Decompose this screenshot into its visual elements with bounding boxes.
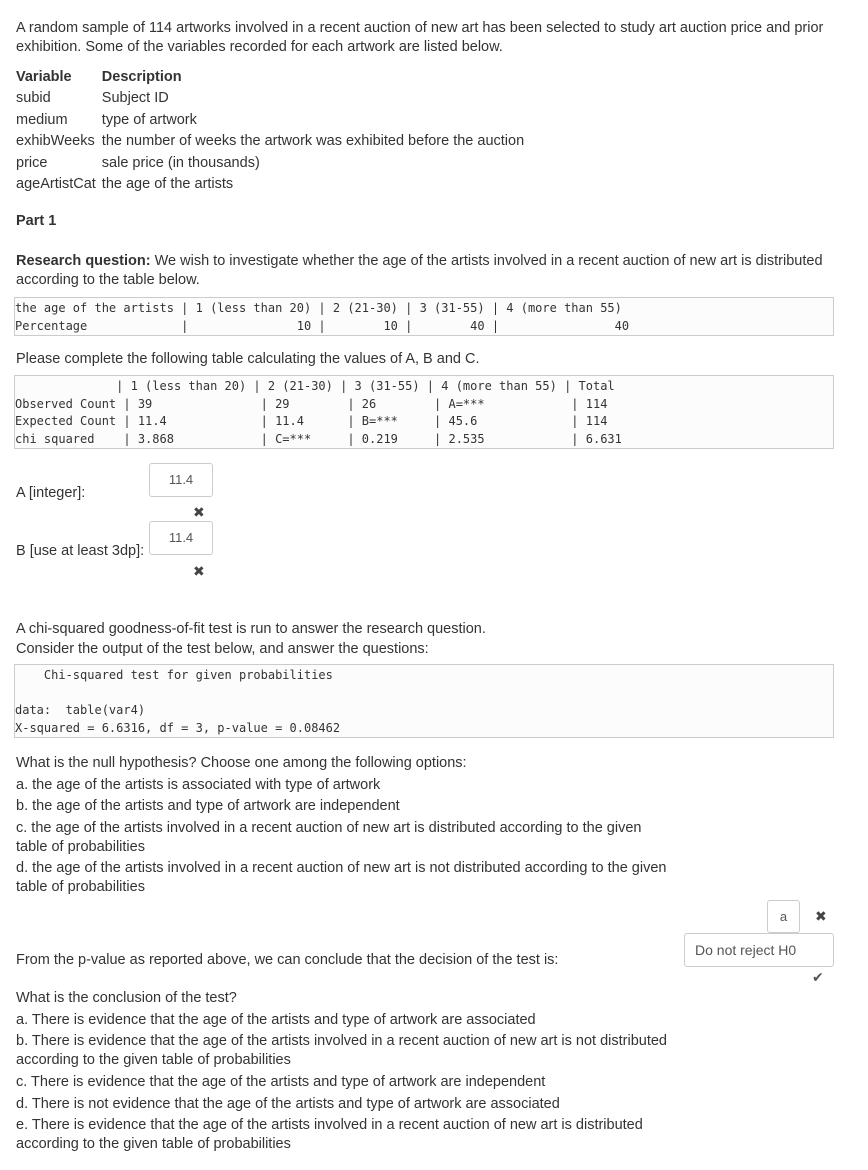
intro-text: A random sample of 114 artworks involved in a recent auction of new art has been selected to study art auction price and prior exhibition. Some of the variables recorded for each artwork are listed below. bbox=[16, 20, 824, 55]
conclusion-option-d: d. There is not evidence that the age of the artists and type of artwork are associated bbox=[16, 1096, 560, 1112]
table-row bbox=[16, 174, 524, 196]
research-text: We wish to investigate whether the age of the artists involved in a recent auction of new art is distributed according to the table below. bbox=[16, 253, 823, 288]
test-output-title: Chi-squared test for given probabilities bbox=[15, 668, 333, 682]
distribution-values-line: Percentage | 10 | 10 | 40 | 40 bbox=[15, 318, 630, 333]
decision-answer-select[interactable]: Do not reject H0 bbox=[684, 933, 834, 967]
test-output-data: data: table(var4) bbox=[15, 703, 146, 717]
variable-name: ageArtistCat bbox=[16, 176, 96, 193]
conclusion-option-a: a. There is evidence that the age of the artists and type of artwork are associated bbox=[16, 1012, 536, 1028]
conclusion-option-e: e. There is evidence that the age of the artists involved in a recent auction of new art is distributed according to the given table of probabilities bbox=[16, 1117, 643, 1152]
variable-name: price bbox=[16, 154, 48, 171]
decision-question-prompt: From the p-value as reported above, we can conclude that the decision of the test is: bbox=[16, 952, 559, 968]
variable-name: medium bbox=[16, 111, 68, 128]
table-row bbox=[16, 131, 524, 153]
answer-b-label: B [use at least 3dp]: bbox=[16, 543, 145, 559]
complete-table-prompt: Please complete the following table calculating the values of A, B and C. bbox=[16, 351, 480, 367]
check-icon: ✔ bbox=[812, 969, 824, 985]
conclusion-option-b: b. There is evidence that the age of the artists involved in a recent auction of new art is not distributed according to the given table of probabilities bbox=[16, 1033, 667, 1068]
table-row bbox=[16, 109, 524, 131]
table-header-row bbox=[16, 66, 524, 88]
null-option-d: d. the age of the artists involved in a recent auction of new art is not distributed according to the given table of probabilities bbox=[16, 860, 667, 895]
answer-a-input[interactable]: 11.4 bbox=[149, 463, 213, 497]
close-icon: ✖ bbox=[193, 563, 205, 579]
table-row bbox=[16, 152, 524, 174]
close-icon: ✖ bbox=[815, 908, 827, 924]
conclusion-option-c: c. There is evidence that the age of the artists and type of artwork are independent bbox=[16, 1074, 546, 1090]
calc-chi-line: chi squared | 3.868 | C=*** | 0.219 | 2.535 | 6.631 bbox=[15, 431, 622, 446]
calculation-table bbox=[14, 375, 834, 449]
part-title: Part 1 bbox=[16, 213, 57, 229]
test-output bbox=[14, 664, 834, 738]
research-question bbox=[16, 252, 836, 290]
conclusion-question-prompt: What is the conclusion of the test? bbox=[16, 990, 237, 1006]
test-intro-line: A chi-squared goodness-of-fit test is run to answer the research question. bbox=[16, 621, 486, 637]
null-option-a: a. the age of the artists is associated with type of artwork bbox=[16, 777, 381, 793]
answer-a-label: A [integer]: bbox=[16, 485, 86, 501]
variable-header: Variable bbox=[16, 68, 72, 85]
variable-desc: Subject ID bbox=[101, 90, 169, 107]
distribution-header-line: the age of the artists | 1 (less than 20) | 2 (21-30) | 3 (31-55) | 4 (more than 55) bbox=[15, 301, 622, 315]
table-row bbox=[16, 88, 524, 110]
variable-desc: the number of weeks the artwork was exhibited before the auction bbox=[101, 133, 525, 150]
null-option-c: c. the age of the artists involved in a recent auction of new art is distributed according to the given table of probabilities bbox=[16, 820, 642, 855]
variables-table bbox=[16, 66, 524, 195]
test-output-stats: X-squared = 6.6316, df = 3, p-value = 0.08462 bbox=[15, 720, 341, 735]
variable-name: subid bbox=[16, 90, 51, 107]
description-header: Description bbox=[101, 68, 182, 85]
variable-desc: type of artwork bbox=[101, 111, 197, 128]
answer-b-input[interactable]: 11.4 bbox=[149, 521, 213, 555]
calc-observed-line: Observed Count | 39 | 29 | 26 | A=*** | 114 bbox=[15, 396, 608, 411]
variable-name: exhibWeeks bbox=[16, 133, 95, 150]
null-option-b: b. the age of the artists and type of artwork are independent bbox=[16, 798, 400, 814]
null-answer-input[interactable]: a bbox=[767, 900, 800, 933]
distribution-table bbox=[14, 297, 834, 336]
close-icon: ✖ bbox=[193, 504, 205, 520]
variable-desc: the age of the artists bbox=[101, 176, 234, 193]
calc-header-line: | 1 (less than 20) | 2 (21-30) | 3 (31-55) | 4 (more than 55) | Total bbox=[15, 379, 615, 393]
test-intro-line: Consider the output of the test below, and answer the questions: bbox=[16, 641, 429, 657]
null-question-prompt: What is the null hypothesis? Choose one among the following options: bbox=[16, 755, 467, 771]
research-label: Research question: bbox=[16, 253, 151, 269]
calc-expected-line: Expected Count | 11.4 | 11.4 | B=*** | 45.6 | 114 bbox=[15, 414, 608, 428]
variable-desc: sale price (in thousands) bbox=[101, 154, 260, 171]
